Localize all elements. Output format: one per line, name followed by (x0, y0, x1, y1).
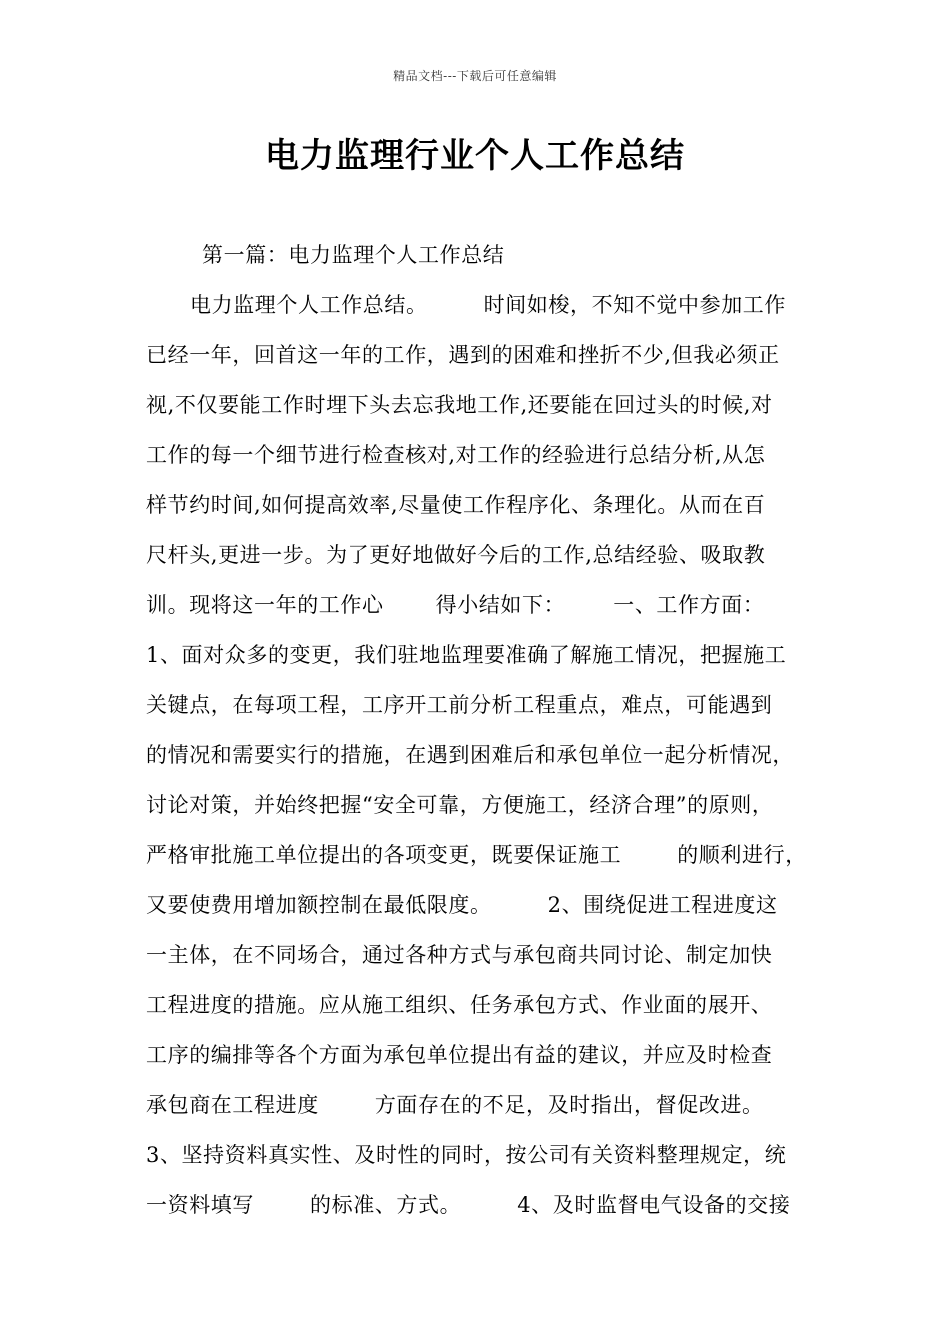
text-segment: 得小结如下： (435, 593, 566, 617)
text-line (146, 280, 818, 330)
text-line (146, 1080, 818, 1130)
text-line: 一主体，在不同场合，通过各种方式与承包商共同讨论、制定加快 (146, 943, 773, 967)
text-segment: 的顺利进行， (677, 843, 807, 867)
text-segment: 4、及时监督电气设备的交接 (517, 1193, 791, 1217)
text-segment: 训。现将这一年的工作心 (146, 593, 384, 617)
text-line: 工程进度的措施。应从施工组织、任务承包方式、作业面的展开、 (146, 993, 773, 1017)
text-line (146, 580, 818, 630)
document-header-note: 精品文档---下载后可任意编辑 (393, 69, 557, 83)
section-heading: 第一篇：电力监理个人工作总结 (202, 243, 505, 267)
text-line: 工序的编排等各个方面为承包单位提出有益的建议，并应及时检查 (146, 1043, 773, 1067)
text-segment: 的标准、方式。 (310, 1193, 462, 1217)
text-segment: 电力监理个人工作总结。 (190, 293, 428, 317)
text-line: 工作的每一个细节进行检查核对,对工作的经验进行总结分析,从怎 (146, 443, 766, 467)
text-segment: 严格审批施工单位提出的各项变更，既要保证施工 (146, 843, 622, 867)
document-title: 电力监理行业个人工作总结 (265, 136, 685, 176)
text-segment: 一、工作方面： (613, 593, 765, 617)
text-line: 3、坚持资料真实性、及时性的同时，按公司有关资料整理规定，统 (146, 1143, 787, 1167)
text-line (146, 1180, 818, 1230)
text-line: 讨论对策，并始终把握“安全可靠，方便施工，经济合理”的原则， (146, 793, 774, 817)
text-segment: 又要使费用增加额控制在最低限度。 (146, 893, 492, 917)
text-line: 样节约时间,如何提高效率,尽量使工作程序化、条理化。从而在百 (146, 493, 766, 517)
text-line (146, 230, 818, 280)
text-line: 视,不仅要能工作时埋下头去忘我地工作,还要能在回过头的时候,对 (146, 393, 773, 417)
text-segment: 时间如梭，不知不觉中参加工作 (483, 293, 787, 317)
text-segment: 方面存在的不足，及时指出，督促改进。 (374, 1093, 764, 1117)
text-segment: 一资料填写 (146, 1193, 254, 1217)
text-segment: 2、围绕促进工程进度这 (547, 893, 778, 917)
text-line: 的情况和需要实行的措施，在遇到困难后和承包单位一起分析情况， (146, 743, 794, 767)
text-line: 1、面对众多的变更，我们驻地监理要准确了解施工情况，把握施工 (146, 643, 787, 667)
text-line: 尺杆头,更进一步。为了更好地做好今后的工作,总结经验、吸取教 (146, 543, 766, 567)
text-line (146, 830, 818, 880)
text-line: 已经一年，回首这一年的工作，遇到的困难和挫折不少,但我必须正 (146, 343, 780, 367)
text-line (146, 880, 818, 930)
text-segment: 承包商在工程进度 (146, 1093, 319, 1117)
text-line: 关键点，在每项工程，工序开工前分析工程重点，难点，可能遇到 (146, 693, 773, 717)
document-body (146, 230, 818, 1230)
